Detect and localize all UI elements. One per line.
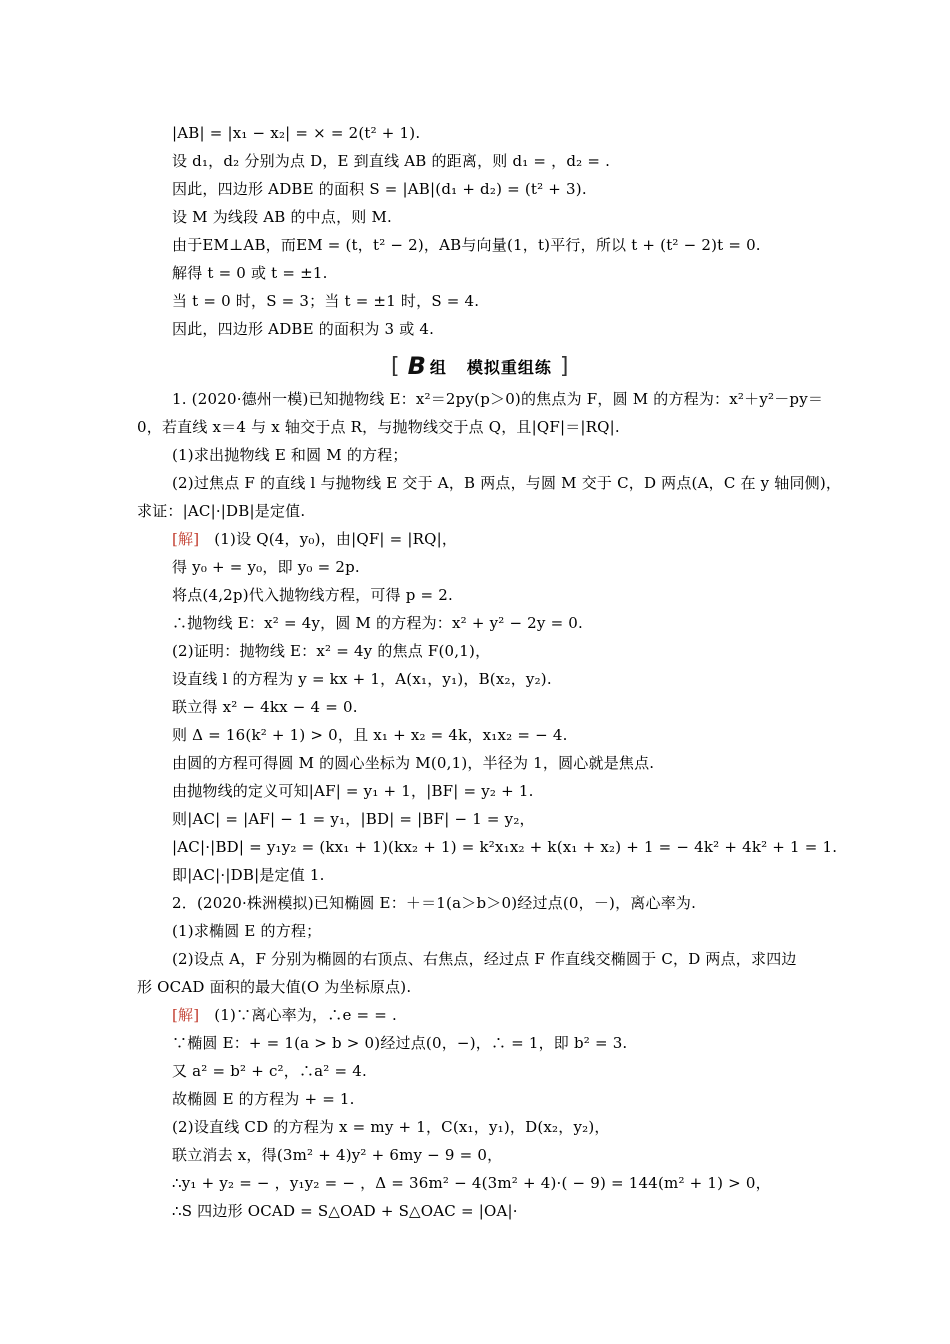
solution1-line: |AC|·|BD| = y₁y₂ = (kx₁ + 1)(kx₂ + 1) = k²x₁x₂ + k(x₁ + x₂) + 1 = − 4k² + 4k² + 1 = 1. — [172, 838, 838, 856]
solution1-line: (2)证明：抛物线 E：x² = 4y 的焦点 F(0,1)， — [172, 642, 491, 660]
solution2-line: ∵椭圆 E：+ = 1(a > b > 0)经过点(0，−)，∴ = 1，即 b² = 3. — [172, 1034, 628, 1052]
solution2-line: ∴S 四边形 OCAD = S△OAD + S△OAC = |OA|· — [172, 1202, 518, 1220]
solution2-line: 又 a² = b² + c²，∴a² = 4. — [172, 1062, 367, 1080]
group-label: 组 — [429, 357, 447, 377]
solution1-line: 由抛物线的定义可知|AF| = y₁ + 1，|BF| = y₂ + 1. — [172, 782, 534, 800]
solution1-line: 将点(4,2p)代入抛物线方程，可得 p = 2. — [172, 586, 453, 604]
left-bracket: [ — [391, 353, 400, 379]
text-line: 设 d₁，d₂ 分别为点 D，E 到直线 AB 的距离，则 d₁ = ，d₂ = . — [172, 152, 611, 170]
problem1-text: 1. (2020·德州一模)已知抛物线 E：x²＝2py(p＞0)的焦点为 F，圆 M 的方程为：x²＋y²－py＝ — [172, 390, 824, 408]
problem1-text: (2)过焦点 F 的直线 l 与抛物线 E 交于 A，B 两点，与圆 M 交于 C，D 两点(A，C 在 y 轴同侧)， — [172, 474, 842, 492]
right-bracket: ] — [559, 353, 569, 379]
text-line: 解得 t = 0 或 t = ±1. — [172, 264, 328, 282]
solution2-line: ∴y₁ + y₂ = − ，y₁y₂ = − ，Δ = 36m² − 4(3m² + 4)·( − 9) = 144(m² + 1) > 0， — [172, 1174, 771, 1192]
solution1-line: 联立得 x² − 4kx − 4 = 0. — [172, 698, 358, 716]
problem2-text: 形 OCAD 面积的最大值(O 为坐标原点). — [137, 978, 412, 996]
text-line: 因此，四边形 ADBE 的面积 S = |AB|(d₁ + d₂) = (t² + 3). — [172, 180, 587, 198]
text-line: 设 M 为线段 AB 的中点，则 M. — [172, 208, 392, 226]
problem2-text: (1)求椭圆 E 的方程； — [172, 922, 322, 940]
solution1-line: 则|AC| = |AF| − 1 = y₁，|BD| = |BF| − 1 = y₂， — [172, 810, 535, 828]
text-line: 当 t = 0 时，S = 3；当 t = ±1 时，S = 4. — [172, 292, 480, 310]
section-title: 模拟重组练 — [466, 357, 552, 377]
group-b-badge: B — [407, 352, 426, 380]
problem2-text: 2．(2020·株洲模拟)已知椭圆 E：＋＝1(a＞b＞0)经过点(0，－)，离心率为. — [172, 894, 697, 912]
problem1-text: 求证：|AC|·|DB|是定值. — [137, 502, 306, 520]
solution-text: (1)设 Q(4，y₀)，由|QF| = |RQ|， — [214, 530, 458, 548]
solution2-line — [172, 1005, 397, 1025]
solution1-line: 设直线 l 的方程为 y = kx + 1，A(x₁，y₁)，B(x₂，y₂). — [172, 670, 552, 688]
problem1-text: (1)求出抛物线 E 和圆 M 的方程； — [172, 446, 408, 464]
solution-tag: [解] — [172, 530, 200, 548]
text-line: |AB| = |x₁ − x₂| = × = 2(t² + 1). — [172, 124, 421, 142]
problem2-text: (2)设点 A，F 分别为椭圆的右顶点、右焦点，经过点 F 作直线交椭圆于 C，D 两点，求四边 — [172, 950, 797, 968]
solution-tag: [解] — [172, 1006, 200, 1024]
text-line: 因此，四边形 ADBE 的面积为 3 或 4. — [172, 320, 435, 338]
solution2-line: 故椭圆 E 的方程为 + = 1. — [172, 1090, 355, 1108]
solution2-line: 联立消去 x，得(3m² + 4)y² + 6my − 9 = 0， — [172, 1146, 503, 1164]
solution1-line: 由圆的方程可得圆 M 的圆心坐标为 M(0,1)，半径为 1，圆心就是焦点. — [172, 754, 655, 772]
solution1-line: 得 y₀ + = y₀，即 y₀ = 2p. — [172, 558, 360, 576]
solution2-line: (2)设直线 CD 的方程为 x = my + 1，C(x₁，y₁)，D(x₂，y₂)， — [172, 1118, 610, 1136]
section-header — [391, 353, 569, 379]
problem1-text: 0，若直线 x＝4 与 x 轴交于点 R，与抛物线交于点 Q，且|QF|＝|RQ|. — [137, 418, 620, 436]
solution-text: (1)∵离心率为，∴e = = . — [214, 1006, 397, 1024]
solution1-line — [172, 529, 457, 549]
solution1-line: 即|AC|·|DB|是定值 1. — [172, 866, 325, 884]
text-line: 由于EM⊥AB，而EM = (t，t² − 2)，AB与向量(1，t)平行，所以 t + (t² − 2)t = 0. — [172, 236, 761, 254]
solution1-line: ∴抛物线 E：x² = 4y，圆 M 的方程为：x² + y² − 2y = 0. — [172, 614, 584, 632]
solution1-line: 则 Δ = 16(k² + 1) > 0，且 x₁ + x₂ = 4k，x₁x₂ = − 4. — [172, 726, 568, 744]
